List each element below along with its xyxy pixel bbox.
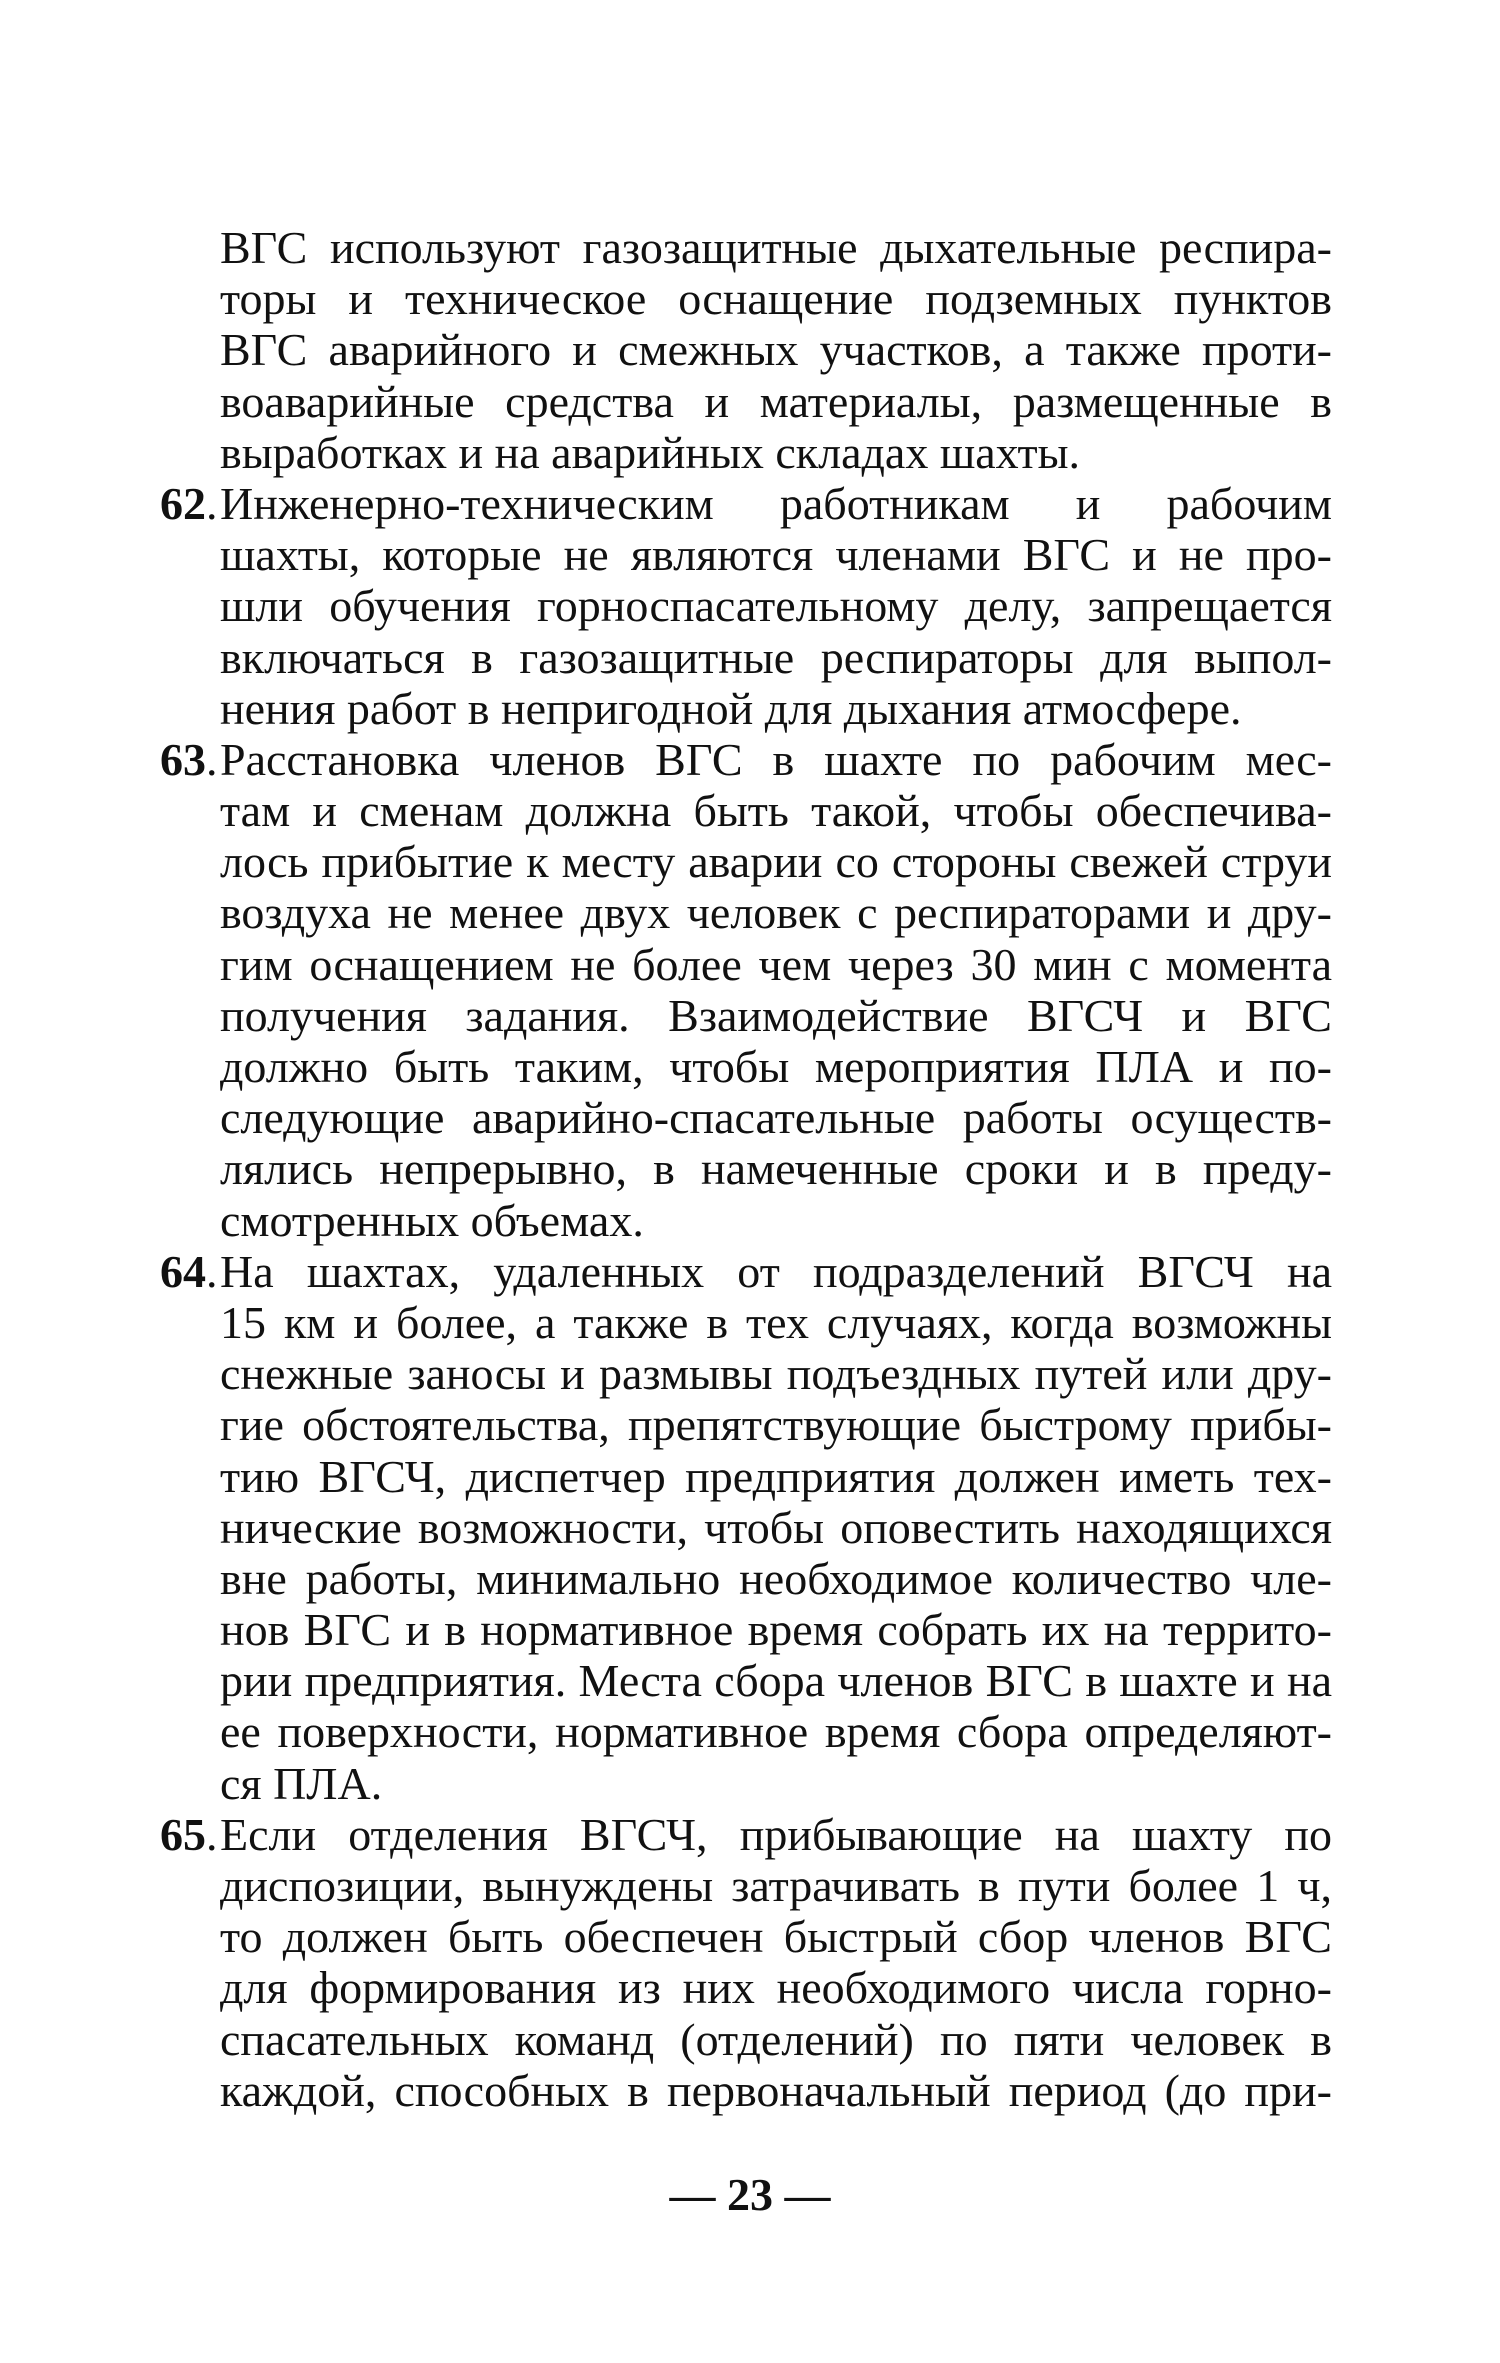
text-line: тию ВГСЧ, диспетчер предприятия должен иметь тех- — [220, 1450, 1332, 1502]
page-number: — 23 — — [669, 2169, 831, 2220]
text-line: вне работы, минимально необходимое количество чле- — [220, 1552, 1332, 1604]
text-line: ВГС используют газозащитные дыхательные респира- — [220, 222, 1332, 273]
paragraph-number: 62. — [160, 477, 218, 529]
text-line: снежные заносы и размывы подъездных путей или дру- — [220, 1348, 1332, 1400]
text-line: выработках и на аварийных складах шахты. — [220, 426, 1081, 478]
text-line: ее поверхности, нормативное время сбора определяют- — [220, 1706, 1332, 1758]
text-line: ВГС аварийного и смежных участков, а также проти- — [220, 324, 1332, 376]
paragraph-63 — [160, 733, 1332, 1246]
text-line: включаться в газозащитные респираторы для выпол- — [220, 631, 1332, 683]
text-line: должно быть таким, чтобы мероприятия ПЛА и по- — [220, 1041, 1332, 1092]
text-line: смотренных объемах. — [220, 1194, 644, 1246]
text-line: гим оснащением не более чем через 30 мин с момента — [220, 938, 1332, 990]
text-line: воздуха не менее двух человек с респираторами и дру- — [220, 887, 1332, 939]
text-line: гие обстоятельства, препятствующие быстрому прибы- — [220, 1399, 1332, 1451]
text-line: каждой, способных в первоначальный период (до при- — [220, 2064, 1332, 2116]
intro-paragraph — [220, 222, 1332, 478]
text-line: получения задания. Взаимодействие ВГСЧ и ВГС — [220, 989, 1332, 1041]
paragraph-64 — [160, 1245, 1332, 1809]
paragraph-number: 63. — [160, 733, 218, 785]
text-line: шли обучения горноспасательному делу, запрещается — [220, 580, 1332, 632]
text-line: нения работ в непригодной для дыхания атмосфере. — [220, 682, 1242, 734]
text-line: лось прибытие к месту аварии со стороны свежей струи — [220, 836, 1332, 888]
text-line: лялись непрерывно, в намеченные сроки и в преду- — [220, 1143, 1332, 1195]
text-line: Инженерно-техническим работникам и рабочим — [220, 477, 1332, 529]
body-text — [160, 222, 1332, 2116]
text-line: для формирования из них необходимого числа горно- — [220, 1962, 1332, 2014]
text-line: шахты, которые не являются членами ВГС и не про- — [220, 529, 1332, 581]
text-line: спасательных команд (отделений) по пяти человек в — [220, 2013, 1332, 2065]
text-line: то должен быть обеспечен быстрый сбор членов ВГС — [220, 1911, 1332, 1963]
text-line: Расстановка членов ВГС в шахте по рабочим мес- — [220, 733, 1332, 785]
paragraph-number: 65. — [160, 1808, 218, 1860]
text-line: там и сменам должна быть такой, чтобы обеспечива- — [220, 785, 1332, 837]
text-line: 15 км и более, а также в тех случаях, когда возможны — [220, 1296, 1332, 1348]
text-line: диспозиции, вынуждены затрачивать в пути более 1 ч, — [220, 1860, 1332, 1911]
text-line: нов ВГС и в нормативное время собрать их на террито- — [220, 1604, 1332, 1656]
text-line: рии предприятия. Места сбора членов ВГС в шахте и на — [220, 1655, 1332, 1707]
text-line: ся ПЛА. — [220, 1757, 383, 1809]
paragraph-62 — [160, 477, 1332, 734]
text-line: торы и техническое оснащение подземных пунктов — [220, 273, 1332, 325]
text-line: На шахтах, удаленных от подразделений ВГСЧ на — [220, 1245, 1332, 1297]
text-line: следующие аварийно-спасательные работы осуществ- — [220, 1092, 1332, 1144]
paragraph-65 — [160, 1808, 1332, 2116]
text-line: Если отделения ВГСЧ, прибывающие на шахту по — [220, 1808, 1332, 1860]
paragraph-number: 64. — [160, 1245, 218, 1297]
text-line: воаварийные средства и материалы, размещенные в — [220, 375, 1332, 427]
text-line: нические возможности, чтобы оповестить находящихся — [220, 1501, 1332, 1553]
